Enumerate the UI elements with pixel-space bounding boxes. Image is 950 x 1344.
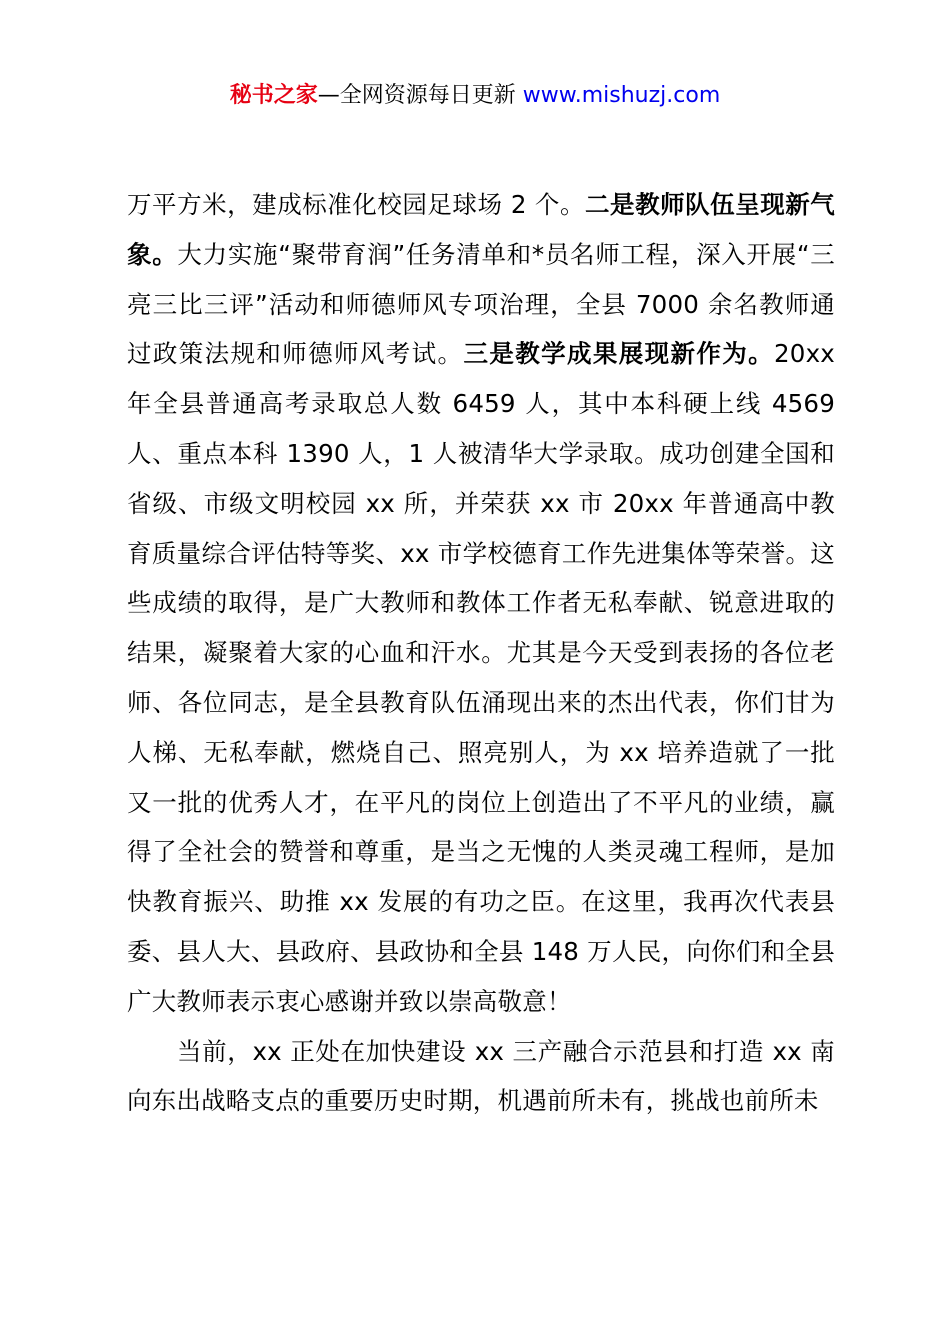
para1-segment-1: 万平方米，建成标准化校园足球场 2 个。 (127, 190, 585, 219)
header-slogan: 全网资源每日更新 (339, 83, 516, 108)
para1-heading-results: 三是教学成果展现新作为。 (463, 339, 775, 369)
para1-segment-2: 大力实施“聚带育润”任务清单和*员名师工程，深入开展“三亮三比三评”活动和师德师风专项治理，全县 7000 余名教师通过政策法规和师德师风考试。 (127, 239, 835, 369)
brand-name: 秘书之家 (229, 83, 318, 108)
document-body (127, 180, 835, 1126)
para1-segment-3: 20xx 年全县普通高考录取总人数 6459 人，其中本科硬上线 4569 人、重点本科 1390 人，1 人被清华大学录取。成功创建全国和省级、市级文明校园 xx 所，并荣获 xx 市 20xx 年普通高中教育质量综合评估特等奖、xx 市学校德育工作先进集体等荣誉。这些成绩的取得，是广大教师和教体工作者无私奉献、锐意进取的结果，凝聚着大家的心血和汗水。尤其是今天受到表扬的各位老师、各位同志，是全县教育队伍涌现出来的杰出代表，你们甘为人梯、无私奉献，燃烧自己、照亮别人，为 xx 培养造就了一批又一批的优秀人才，在平凡的岗位上创造出了不平凡的业绩，赢得了全社会的赞誉和尊重，是当之无愧的人类灵魂工程师，是加快教育振兴、助推 xx 发展的有功之臣。在这里，我再次代表县委、县人大、县政府、县政协和全县 148 万人民，向你们和全县广大教师表示衷心感谢并致以崇高敬意！ (127, 339, 835, 1016)
paragraph-2: 当前，xx 正处在加快建设 xx 三产融合示范县和打造 xx 南向东出战略支点的重要历史时期，机遇前所未有，挑战也前所未 (127, 1036, 835, 1116)
site-header (0, 80, 950, 112)
site-url-link[interactable]: www.mishuzj.com (522, 83, 721, 108)
para1-heading-teachers: 二是教师队伍呈现新气象。 (127, 190, 835, 269)
paragraph-1 (127, 180, 835, 1027)
header-dash: — (317, 83, 340, 108)
